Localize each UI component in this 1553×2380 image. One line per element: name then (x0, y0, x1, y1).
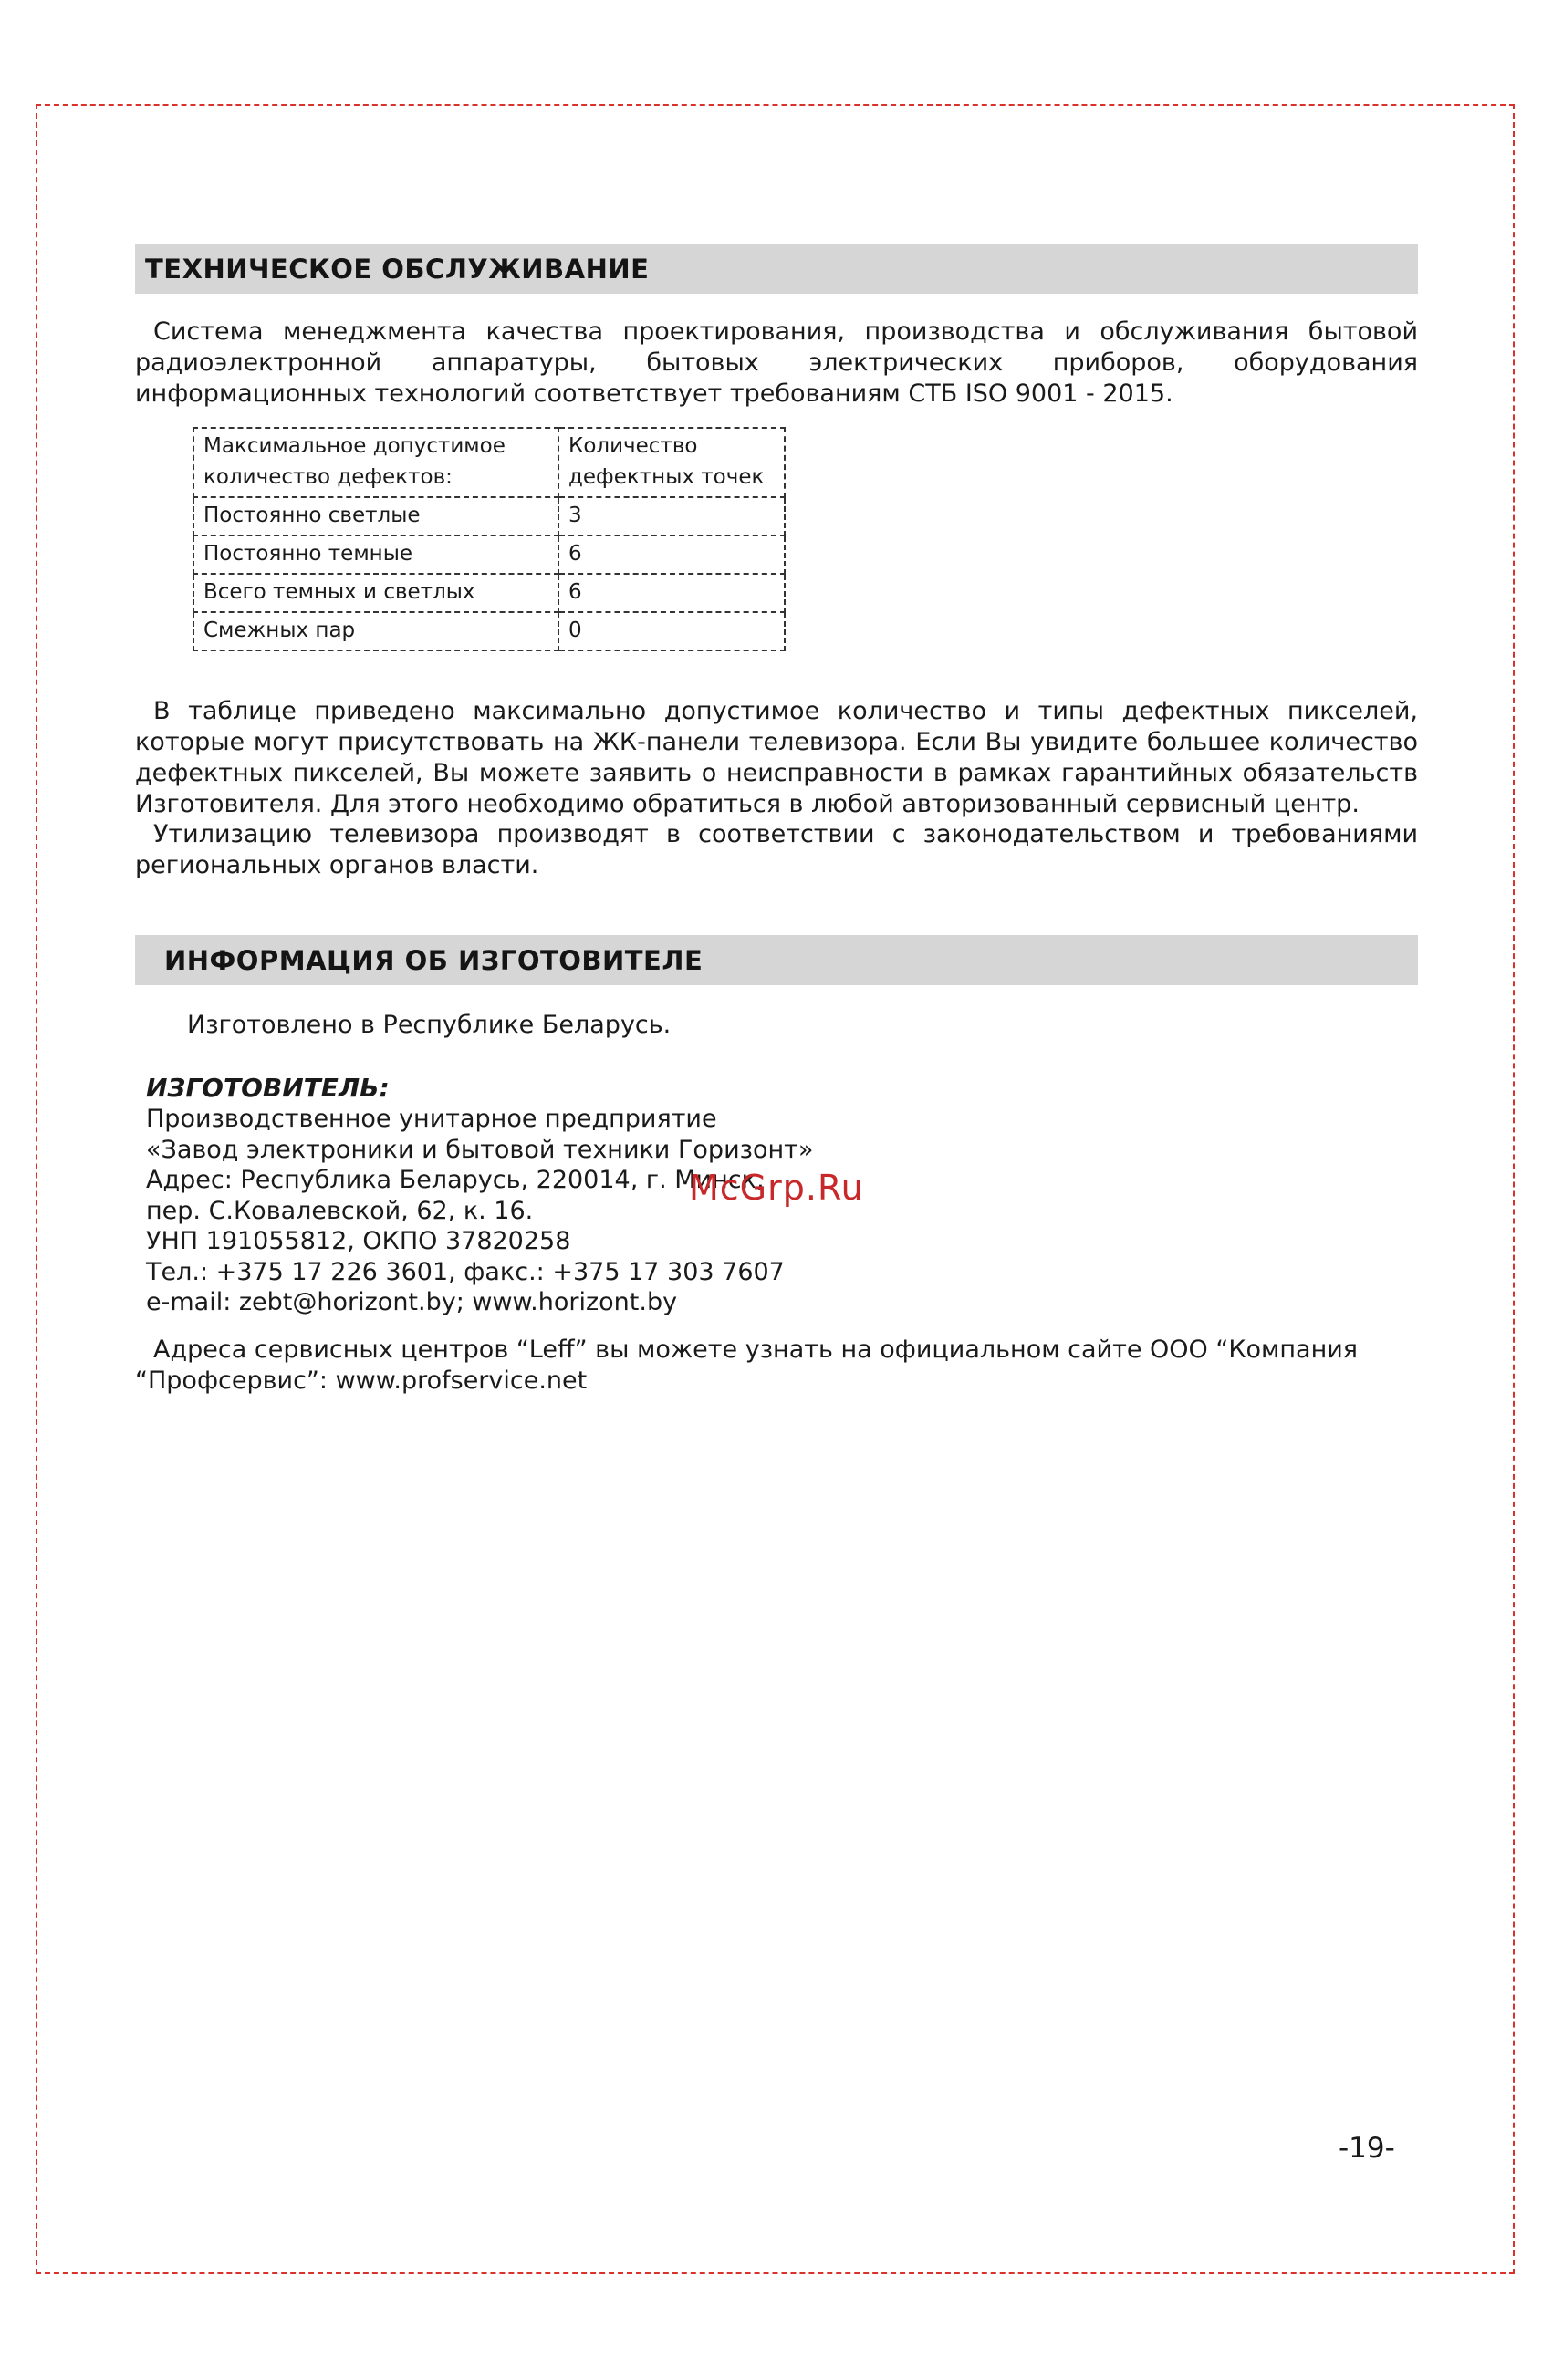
table-header-text: Максимальное допустимое (203, 434, 506, 458)
table-cell-label: Смежных пар (193, 612, 558, 650)
section-header-manufacturer (135, 935, 1418, 985)
defects-table (193, 427, 786, 651)
service-centers-note: Адреса сервисных центров “Leff” вы можете узнать на официальном сайте ООО “Компания “Профсервис”: www.profservice.net (135, 1336, 1359, 1395)
table-row (193, 535, 785, 574)
manufacturer-company-name: «Завод электроники и бытовой техники Горизонт» (146, 1135, 814, 1164)
manufacturer-registration: УНП 191055812, ОКПО 37820258 (146, 1227, 571, 1255)
disposal-paragraph: Утилизацию телевизора производят в соответствии с законодательством и требованиями региональных органов власти. (135, 820, 1418, 879)
table-header-row (193, 428, 785, 497)
table-row (193, 612, 785, 650)
section-header-maintenance (135, 244, 1418, 294)
table-cell-label: Постоянно светлые (193, 497, 558, 535)
table-cell-label: Постоянно темные (193, 535, 558, 574)
quality-system-paragraph: Система менеджмента качества проектирования, производства и обслуживания бытовой радиоэлектронной аппаратуры, бытовых электрических приборов, оборудования информационных технологий соответствует требованиям СТБ ISO 9001 - 2015. (135, 317, 1418, 408)
made-in-text: Изготовлено в Республике Беларусь. (187, 1011, 672, 1039)
manufacturer-phone-fax: Тел.: +375 17 226 3601, факс.: +375 17 303 7607 (146, 1257, 785, 1286)
defects-note-paragraph: В таблице приведено максимально допустимое количество и типы дефектных пикселей, которые могут присутствовать на ЖК-панели телевизора. Если Вы увидите большее количество дефектных пикселей, Вы можете заявить о неисправности в рамках гарантийных обязательств Изготовителя. Для этого необходимо обратиться в любой авторизованный сервисный центр. (135, 697, 1418, 818)
manufacturer-address: Адрес: Республика Беларусь, 220014, г. Минск, (146, 1166, 765, 1194)
table-row (193, 574, 785, 612)
table-cell-value: 3 (558, 497, 785, 535)
page-number: -19- (1339, 2132, 1395, 2165)
manufacturer-details (146, 1104, 813, 1318)
manufacturer-email-web: e-mail: zebt@horizont.by; www.horizont.by (146, 1288, 678, 1316)
manufacturer-street: пер. С.Ковалевской, 62, к. 16. (146, 1196, 534, 1225)
table-cell-value: 0 (558, 612, 785, 650)
table-row (193, 497, 785, 535)
table-header-text: количество дефектов: (203, 465, 453, 489)
manufacturer-label: ИЗГОТОВИТЕЛЬ: (146, 1073, 390, 1103)
manufacturer-company-type: Производственное унитарное предприятие (146, 1105, 717, 1133)
table-header-cell (558, 428, 785, 497)
section-title-manufacturer: ИНФОРМАЦИЯ ОБ ИЗГОТОВИТЕЛЕ (164, 944, 704, 976)
table-cell-label: Всего темных и светлых (193, 574, 558, 612)
table-header-text: дефектных точек (568, 465, 765, 489)
watermark: McGrp.Ru (689, 1168, 864, 1208)
table-cell-value: 6 (558, 535, 785, 574)
section-title-maintenance: ТЕХНИЧЕСКОЕ ОБСЛУЖИВАНИЕ (145, 253, 650, 285)
table-header-cell (193, 428, 558, 497)
table-header-text: Количество (568, 434, 698, 458)
table-cell-value: 6 (558, 574, 785, 612)
